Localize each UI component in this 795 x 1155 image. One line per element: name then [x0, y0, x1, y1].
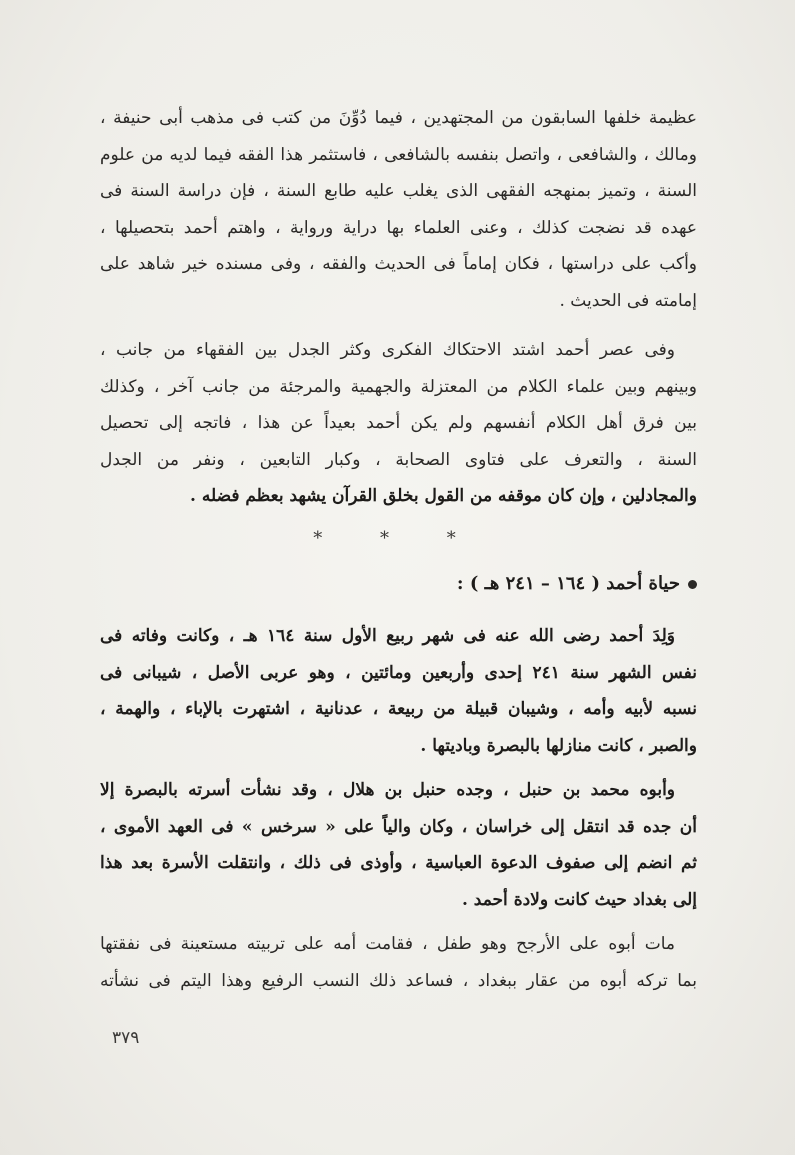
paragraph-line: إمامته فى الحديث . — [559, 290, 697, 311]
page-number: ٣٧٩ — [112, 1028, 140, 1048]
paragraph-line: ومالك ، والشافعى ، واتصل بنفسه بالشافعى ، فاستثمر هذا الفقه فيما لديه من علوم — [100, 144, 697, 165]
bullet-icon — [688, 580, 697, 589]
paragraph-line: وَلِدَ أحمد رضى الله عنه فى شهر ربيع الأول سنة ١٦٤ هـ ، وكانت وفاته فى — [100, 626, 675, 646]
paragraph-2 — [100, 332, 697, 515]
paragraph-line: بين فرق أهل الكلام أنفسهم ولم يكن أحمد بعيداً عن هذا ، فاتجه إلى تحصيل — [100, 413, 697, 433]
paragraph-line: إلى بغداد حيث كانت ولادة أحمد . — [461, 889, 697, 910]
paragraph-4 — [100, 772, 697, 918]
paragraph-line: ثم انضم إلى صفوف الدعوة العباسية ، وأوذى فى ذلك ، وانتقلت الأسرة بعد هذا — [100, 853, 697, 873]
section-ornament: * * * — [313, 528, 482, 549]
paragraph-line: وبينهم وبين علماء الكلام من المعتزلة والجهمية والمرجئة من جانب آخر ، وكذلك — [100, 376, 697, 397]
section-heading — [100, 566, 697, 602]
paragraph-line: وأكب على دراستها ، فكان إماماً فى الحديث والفقه ، وفى مسنده خير شاهد على — [100, 254, 697, 274]
paragraph-line: نسبه لأبيه وأمه ، وشيبان قبيلة من ربيعة ، عدنانية ، اشتهرت بالإباء ، والهمة ، — [100, 699, 697, 719]
paragraph-line: مات أبوه على الأرجح وهو طفل ، فقامت أمه على تربيته مستعينة فى نفقتها — [100, 934, 675, 954]
paragraph-line: عهده قد نضجت كذلك ، وعنى العلماء بها دراية ورواية ، واهتم أحمد بتحصيلها ، — [100, 217, 697, 238]
paragraph-line: السنة ، وتميز بمنهجه الفقهى الذى يغلب عليه طابع السنة ، فإن دراسة السنة فى — [100, 181, 697, 201]
paragraph-line: وفى عصر أحمد اشتد الاحتكاك الفكرى وكثر الجدل بين الفقهاء من جانب ، — [100, 340, 675, 360]
paragraph-line: أن جده قد انتقل إلى خراسان ، وكان والياً على « سرخس » فى العهد الأموى ، — [100, 816, 697, 837]
paragraph-1 — [100, 100, 697, 319]
section-heading-text: حياة أحمد ( ١٦٤ – ٢٤١ هـ ) : — [456, 573, 680, 594]
paragraph-line: السنة ، والتعرف على فتاوى الصحابة ، وكبار التابعين ، ونفر من الجدل — [100, 449, 697, 470]
paragraph-5 — [100, 926, 697, 999]
paragraph-line: وأبوه محمد بن حنبل ، وجده حنبل بن هلال ، وقد نشأت أسرته بالبصرة إلا — [100, 780, 675, 800]
paragraph-line: عظيمة خلفها السابقون من المجتهدين ، فيما دُوِّنَ من كتب فى مذهب أبى حنيفة ، — [100, 108, 697, 128]
paragraph-line: والصبر ، كانت منازلها بالبصرة وباديتها . — [420, 735, 697, 756]
paragraph-3 — [100, 618, 697, 764]
paragraph-line: والمجادلين ، وإن كان موقفه من القول بخلق القرآن يشهد بعظم فضله . — [190, 486, 697, 506]
paragraph-line: بما تركه أبوه من عقار ببغداد ، فساعد ذلك النسب الرفيع وهذا اليتم فى نشأته — [100, 970, 697, 991]
paragraph-line: نفس الشهر سنة ٢٤١ إحدى وأربعين ومائتين ، وهو عربى الأصل ، شيبانى فى — [100, 662, 697, 683]
